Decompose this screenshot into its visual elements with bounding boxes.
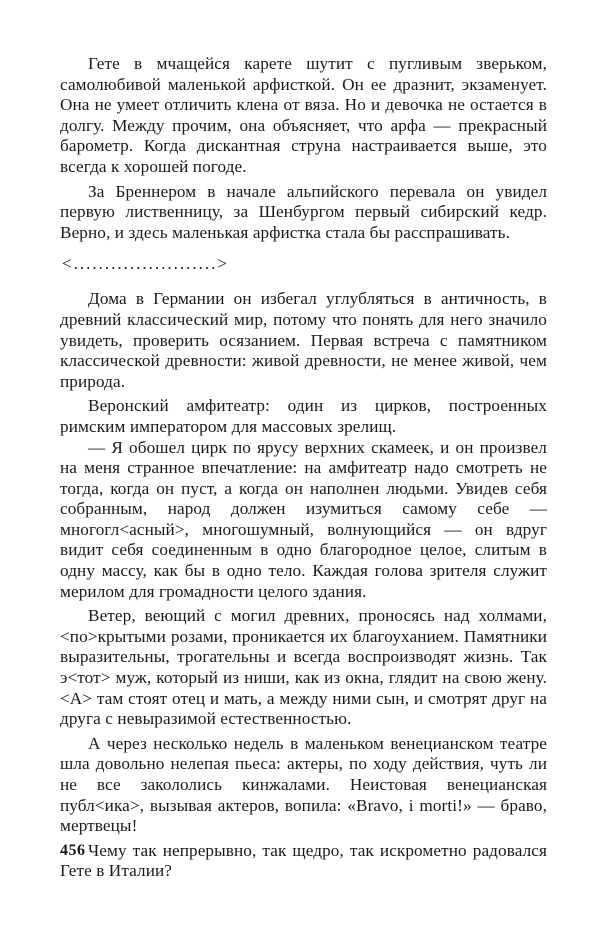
paragraph-brenner-pass: За Бреннером в начале альпийского перевала он увидел первую лиственницу, за Шенбургом первый сибирский кедр. Верно, и здесь маленькая арфистка стала бы расспрашивать. (60, 181, 547, 242)
paragraph-goethe-carriage: Гете в мчащейся карете шутит с пугливым зверьком, самолюбивой маленькой арфисткой. Он ее дразнит, экзаменует. Она не умеет отличить клена от вяза. Но и девочка не остается в долгу. Между прочим, она объясняет, что арфа — прекрасный барометр. Когда дискантная струна настраивается выше, это всегда к хорошей погоде. (60, 54, 547, 176)
page-number: 456 (60, 842, 86, 859)
paragraph-venetian-theatre: А через несколько недель в маленьком венецианском театре шла довольно нелепая пьеса: актеры, по ходу действия, чуть ли не все закололись кинжалами. Неистовая венецианская публ<ика>, вызывая актеров, вопила: «Bravo, i morti!» — браво, мертвецы! (60, 733, 547, 836)
paragraph-closing-question: Чему так непрерывно, так щедро, так искрометно радовался Гете в Италии? (60, 840, 547, 881)
paragraph-circus-impression: — Я обошел цирк по ярусу верхних скамеек, и он произвел на меня странное впечатление: на амфитеатр надо смотреть не тогда, когда он пуст, а когда он наполнен людьми. Увидев себя собранным, народ должен изумиться самому себе — многогл<асный>, многошумный, волнующийся — он вдруг видит себя соединенным в одно благородное целое, слитым в одну массу, как бы в одно тело. Каждая голова зрителя служит мерилом для громадности целого здания. (60, 437, 547, 601)
section-divider: <.......................> (62, 254, 229, 274)
paragraph-wind-monuments: Ветер, веющий с могил древних, проносясь над холмами, <по>крытыми розами, проникается их благоуханием. Памятники выразительны, трогательны и всегда воспроизводят жизнь. Так э<тот> муж, который из ниши, как из окна, глядит на свою жену. <А> там стоят отец и мать, а между ними сын, и смотрят друг на друга с невыразимой естественностью. (60, 606, 547, 729)
paragraph-verona-amphitheater: Веронский амфитеатр: один из цирков, построенных римским императором для массовых зрелищ. (60, 396, 547, 436)
page-body (60, 54, 547, 882)
paragraph-antiquity: Дома в Германии он избегал углубляться в античность, в древний классический мир, потому что понять для него значило увидеть, проверить осязанием. Первая встреча с памятником классической древности: живой древности, не менее живой, чем природа. (60, 289, 547, 391)
